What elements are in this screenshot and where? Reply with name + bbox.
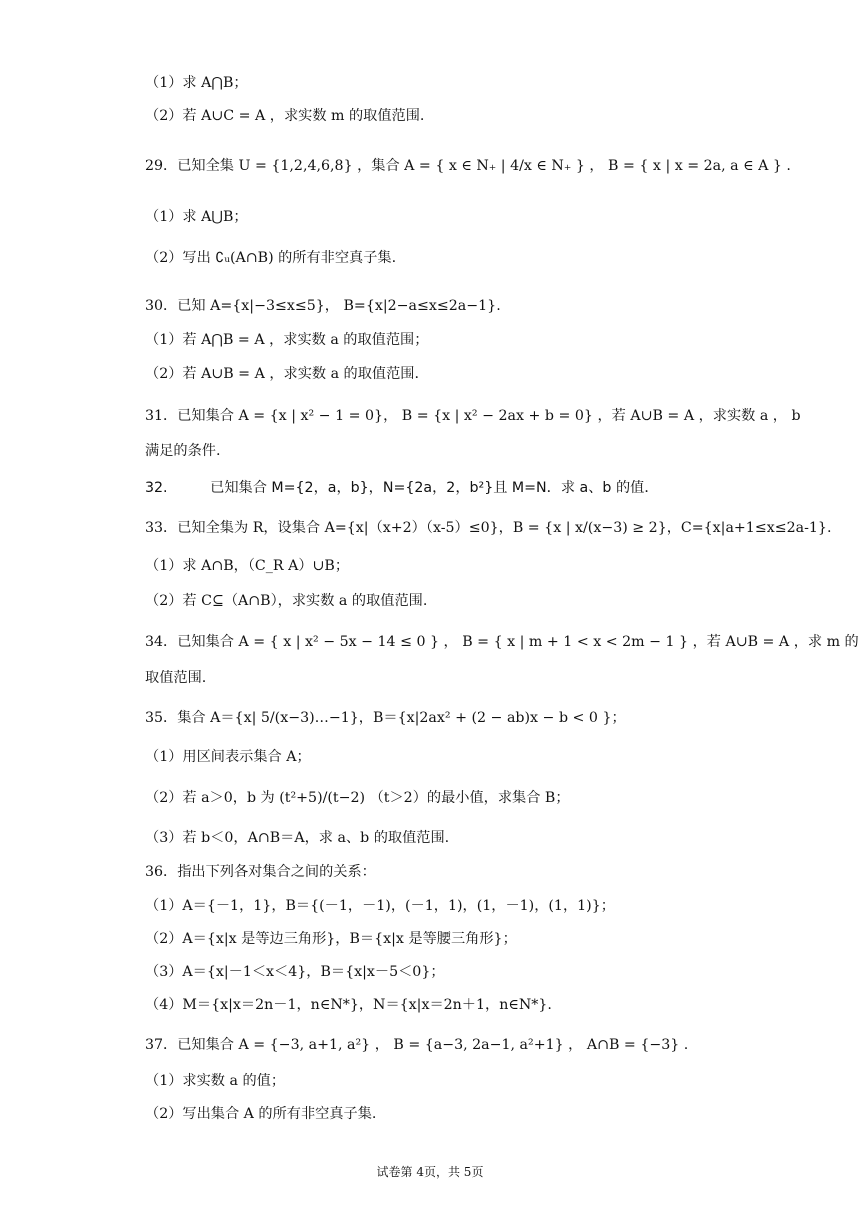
text-line: （1）求实数 a 的值； — [145, 1073, 286, 1089]
text-line: （1）求 A∩B，（C_R A）∪B； — [145, 558, 350, 574]
text-line: （1）求 A⋂B； — [145, 75, 248, 91]
text-line: （1）求 A⋃B； — [145, 209, 248, 225]
question-33: 33．已知全集为 R，设集合 A={x|（x+2）（x-5）≤0}，B = {x | x/(x−3) ≥ 2}，C={x|a+1≤x≤2a-1}. — [145, 520, 832, 536]
text-line: （2）若 C⊆（A∩B），求实数 a 的取值范围. — [145, 593, 428, 609]
text-line: 取值范围. — [145, 670, 207, 686]
text-line: （2）写出 ∁ᵤ(A∩B) 的所有非空真子集. — [145, 250, 397, 266]
text-line: （2）若 A∪B = A ，求实数 a 的取值范围. — [145, 366, 419, 382]
text-line: （1）用区间表示集合 A； — [145, 749, 311, 765]
text-line: （2）若 A∪C = A ，求实数 m 的取值范围. — [145, 108, 425, 124]
text-line: （2）若 a＞0，b 为 (t²+5)/(t−2) （t＞2）的最小值，求集合 B； — [145, 790, 570, 806]
text-line: （1）若 A⋂B = A ，求实数 a 的取值范围； — [145, 332, 429, 348]
text-line: （3）若 b＜0，A∩B＝A，求 a、b 的取值范围. — [145, 830, 450, 846]
text-line: （3）A＝{x|－1＜x＜4}，B＝{x|x－5＜0}； — [145, 964, 445, 980]
question-36: 36．指出下列各对集合之间的关系： — [145, 864, 376, 880]
text-line: 满足的条件. — [145, 443, 221, 459]
question-31: 31．已知集合 A = {x | x² − 1 = 0}， B = {x | x² − 2ax + b = 0} ，若 A∪B = A ，求实数 a ， b — [145, 408, 801, 424]
question-32: 32. 已知集合 M={2，a，b}，N={2a，2，b²}且 M=N．求 a、b 的值． — [145, 480, 659, 496]
text-line: （4）M＝{x|x＝2n－1，n∈N*}，N＝{x|x＝2n＋1，n∈N*}. — [145, 997, 552, 1013]
text-line: （1）A＝{－1，1}，B＝{(－1，－1)，(－1，1)，(1，－1)，(1，1)}； — [145, 898, 615, 914]
text-line: （2）A＝{x|x 是等边三角形}，B＝{x|x 是等腰三角形}； — [145, 931, 517, 947]
question-30: 30．已知 A={x|−3≤x≤5}， B={x|2−a≤x≤2a−1}. — [145, 298, 501, 314]
page-footer: 试卷第 4页，共 5页 — [376, 1165, 484, 1179]
question-37: 37．已知集合 A = {−3, a+1, a²} ， B = {a−3, 2a−1, a²+1} ， A∩B = {−3} . — [145, 1037, 689, 1053]
text-line: （2）写出集合 A 的所有非空真子集. — [145, 1106, 377, 1122]
question-35: 35．集合 A＝{x| 5/(x−3)…−1}，B＝{x|2ax² + (2 − ab)x − b < 0 }； — [145, 710, 626, 726]
question-29: 29．已知全集 U = {1,2,4,6,8} ，集合 A = { x ∈ N₊ | 4/x ∈ N₊ } ， B = { x | x = 2a, a ∈ A } . — [145, 158, 791, 174]
question-34: 34．已知集合 A = { x | x² − 5x − 14 ≤ 0 } ， B = { x | m + 1 < x < 2m − 1 } ，若 A∪B = A ，求 m 的 — [145, 634, 859, 650]
